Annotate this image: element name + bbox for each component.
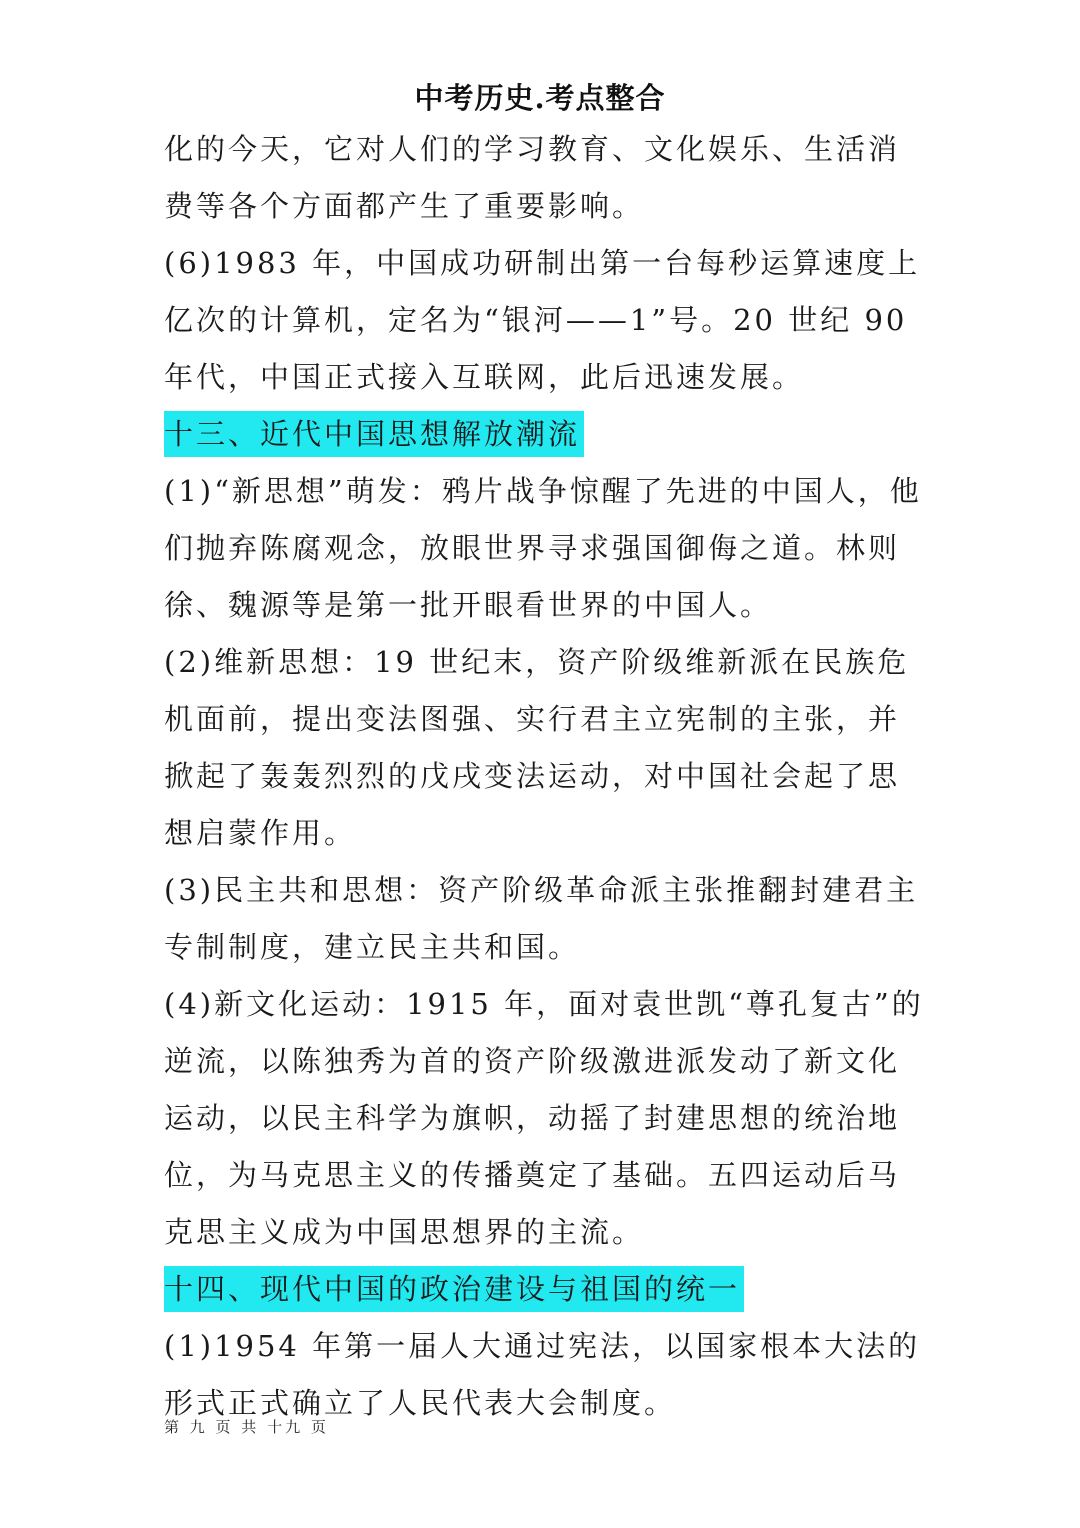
document-header-title: 中考历史.考点整合: [414, 81, 666, 115]
section-heading-14: 十四、现代中国的政治建设与祖国的统一: [164, 1266, 744, 1312]
paragraph-continuation: 化的今天，它对人们的学习教育、文化娱乐、生活消费等各个方面都产生了重要影响。: [164, 132, 901, 223]
section13-item-4: (4)新文化运动：1915 年，面对袁世凯“尊孔复古”的逆流，以陈独秀为首的资产阶级激进派发动了新文化运动，以民主科学为旗帜，动摇了封建思想的统治地位，为马克思主义的传播奠定了基础。五四运动后马克思主义成为中国思想界的主流。: [164, 987, 924, 1249]
section13-item-3: (3)民主共和思想：资产阶级革命派主张推翻封建君主专制制度，建立民主共和国。: [164, 873, 919, 964]
page-number-footer: 第 九 页 共 十九 页: [164, 1418, 329, 1436]
paragraph-item-6: (6)1983 年，中国成功研制出第一台每秒运算速度上亿次的计算机，定名为“银河——1”号。20 世纪 90 年代，中国正式接入互联网，此后迅速发展。: [164, 246, 921, 394]
section-heading-13: 十三、近代中国思想解放潮流: [164, 411, 584, 457]
section14-item-1: (1)1954 年第一届人大通过宪法，以国家根本大法的形式正式确立了人民代表大会制度。: [164, 1329, 921, 1420]
section-heading-14-wrap: [164, 1261, 924, 1318]
section13-item-1: (1)“新思想”萌发：鸦片战争惊醒了先进的中国人，他们抛弃陈腐观念，放眼世界寻求强国御侮之道。林则徐、魏源等是第一批开眼看世界的中国人。: [164, 474, 922, 622]
section13-item-2: (2)维新思想：19 世纪末，资产阶级维新派在民族危机面前，提出变法图强、实行君主立宪制的主张，并掀起了轰轰烈烈的戊戌变法运动，对中国社会起了思想启蒙作用。: [164, 645, 910, 850]
section-heading-13-wrap: [164, 406, 924, 463]
document-body: [164, 121, 924, 1432]
